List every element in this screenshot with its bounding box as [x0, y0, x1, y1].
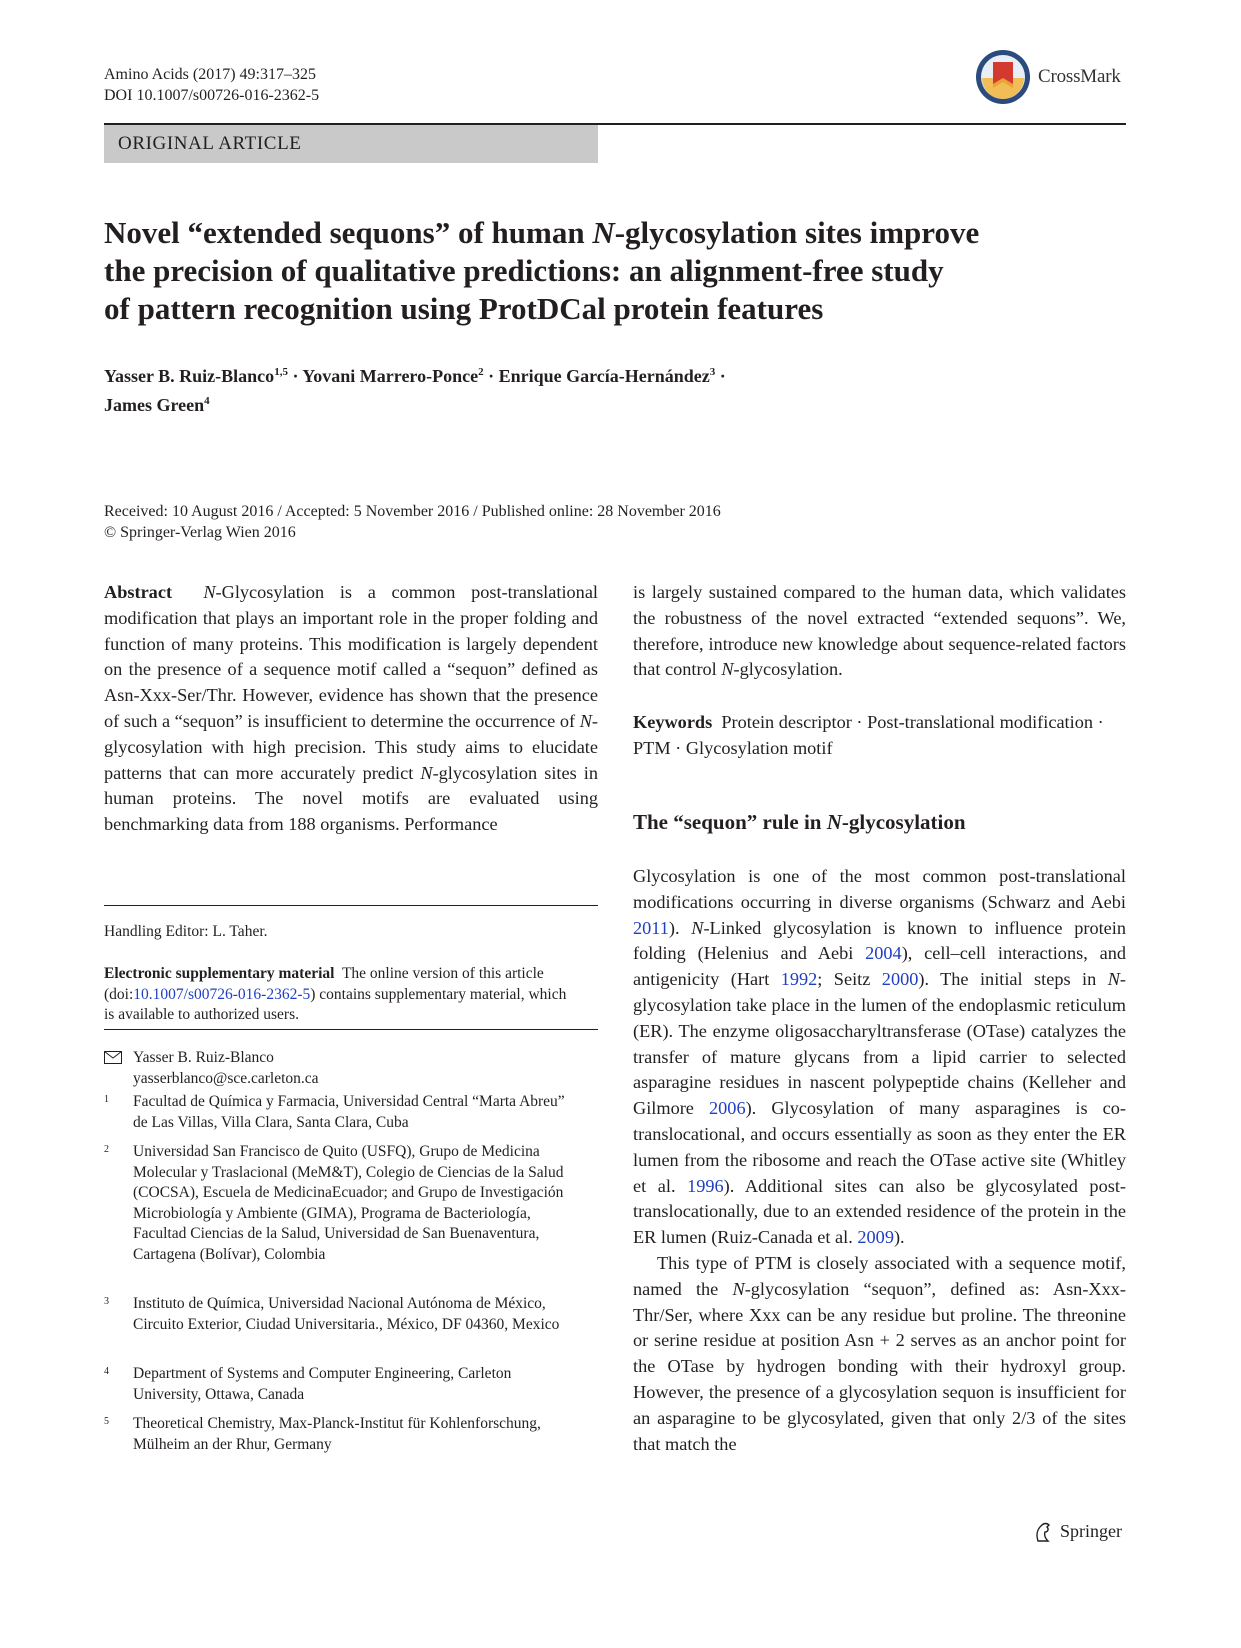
body-paragraph-1 [633, 864, 1126, 1251]
abstract-continued [633, 580, 1126, 683]
corresponding-author [104, 1048, 584, 1089]
keywords-text: Protein descriptor · Post-translational modification · PTM · Glycosylation motif [633, 712, 1104, 758]
abstract-label: Abstract [104, 582, 173, 602]
citation-link[interactable]: 2004 [865, 943, 902, 964]
article-type: ORIGINAL ARTICLE [118, 133, 302, 154]
abstract-italic-1: N [203, 582, 216, 602]
keywords [633, 710, 1126, 762]
corresponding-email[interactable]: yasserblanco@sce.carleton.ca [133, 1069, 319, 1087]
author-affiliation: 4 [204, 395, 210, 407]
citation-link[interactable]: 1996 [687, 1175, 724, 1196]
abstract-continued-text: is largely sustained compared to the human data, which validates the robustness of the novel extracted “extended sequons”. We, therefore, introduce new knowledge about sequence-related factors that control [633, 582, 1126, 680]
body-text: -glycosylation “sequon”, defined as: Asn-Xxx-Thr/Ser, where Xxx can be any residue but proline. The threonine or serine residue at position Asn + 2 serves as an anchor point for the OTase by hydrogen bonding with their hydroxyl group. However, the presence of a glycosylation sequon is insufficient for an asparagine to be glycosylated, given that only 2/3 of the sites that match the [633, 1278, 1126, 1454]
affiliation-text: Facultad de Química y Farmacia, Universidad Central “Marta Abreu” de Las Villas, Villa Clara, Santa Clara, Cuba [133, 1093, 565, 1131]
citation-link[interactable]: 2000 [881, 969, 919, 990]
section-heading-pre: The “sequon” rule in [633, 810, 827, 834]
abstract-continued-italic: N [721, 659, 734, 680]
body-paragraph-2 [633, 1251, 1126, 1457]
author-separator: · [715, 366, 726, 386]
body-text: ), cell–cell interactions, and antigenicity (Hart [633, 943, 1126, 990]
section-body [633, 864, 1126, 1457]
article-type-banner [104, 125, 598, 163]
journal-citation [104, 64, 319, 106]
affiliation-text: Department of Systems and Computer Engineering, Carleton University, Ottawa, Canada [133, 1365, 512, 1403]
esm-label: Electronic supplementary material [104, 965, 335, 982]
envelope-icon [104, 1051, 122, 1064]
supplementary-note [104, 964, 574, 1026]
affiliation-text: Theoretical Chemistry, Max-Planck-Institut für Kohlenforschung, Mülheim an der Rhur, Germany [133, 1415, 541, 1453]
author-affiliation: 2 [478, 366, 484, 378]
doi-link[interactable]: 10.1007/s00726-016-2362-5 [133, 985, 311, 1003]
body-text: ). Additional sites can also be glycosylated post-translocationally, due to an extended residence of the protein in the ER lumen (Ruiz-Canada et al. [633, 1175, 1126, 1248]
author-list [104, 360, 904, 418]
body-text: Glycosylation is one of the most common post-translational modifications occurring in diverse organisms (Schwarz and Aebi [633, 866, 1126, 912]
publisher-logo [1032, 1520, 1132, 1544]
footnote-rule [104, 905, 598, 906]
footnote-rule [104, 1029, 598, 1030]
body-text: -glycosylation take place in the lumen of the endoplasmic reticulum (ER). The enzyme oligosaccharyltransferase (OTase) catalyzes the transfer of mature glycans from a lipid carrier to selected asparagine residues in nascent polypeptide chains (Kelleher and Gilmore [633, 969, 1126, 1119]
abstract-text-2: -glycosylation with high precision. This study aims to elucidate patterns that can more accurately predict [104, 710, 598, 783]
body-text: -Linked glycosylation is known to influence protein folding (Helenius and Aebi [633, 917, 1126, 964]
abstract-continued-end: -glycosylation. [733, 659, 843, 680]
keywords-label: Keywords [633, 712, 713, 732]
body-text: ). [893, 1227, 905, 1248]
abstract-text-1: -Glycosylation is a common post-translational modification that plays an important role in the proper folding and function of many proteins. This modification is largely dependent on the presence of a sequence motif called a “sequon” defined as Asn-Xxx-Ser/Thr. However, evidence has shown that the presence of such a “sequon” is insufficient to determine the occurrence of [104, 582, 599, 731]
author-name[interactable]: Yasser B. Ruiz-Blanco [104, 366, 275, 386]
title-line1-post: -glycosylation sites improve [614, 215, 980, 250]
crossmark-label: CrossMark [1038, 66, 1121, 87]
body-text: This type of PTM is closely associated with a sequence motif, named the [633, 1252, 1126, 1299]
doi-line: DOI 10.1007/s00726-016-2362-5 [104, 87, 320, 104]
body-italic: N [732, 1278, 745, 1299]
publication-dates [104, 501, 721, 543]
affiliation-number: 5 [104, 1416, 109, 1427]
author-name[interactable]: Yovani Marrero-Ponce [302, 366, 479, 386]
crossmark-icon [974, 48, 1032, 106]
dates-line: Received: 10 August 2016 / Accepted: 5 November 2016 / Published online: 28 November 2016 [104, 503, 721, 520]
section-heading-italic: N [826, 810, 842, 834]
citation-link[interactable]: 2011 [633, 917, 669, 938]
crossmark-badge[interactable] [974, 48, 1126, 108]
article-title [104, 214, 1104, 328]
esm-text: ) contains supplementary material, which is available to authorized users. [104, 985, 567, 1023]
author-affiliation: 1,5 [274, 366, 288, 378]
title-line2: the precision of qualitative predictions: an alignment-free study [104, 253, 944, 288]
affiliation-text: Instituto de Química, Universidad Nacional Autónoma de México, Circuito Exterior, Ciudad Universitaria., México, DF 04360, Mexico [133, 1295, 560, 1333]
title-line1-italic: N [592, 215, 615, 250]
journal-line: Amino Acids (2017) 49:317–325 [104, 66, 316, 83]
author-separator: · [483, 366, 499, 386]
copyright-line: © Springer-Verlag Wien 2016 [104, 524, 296, 541]
affiliation-number: 3 [104, 1296, 109, 1307]
abstract-italic-3: N [420, 762, 433, 783]
body-italic: N [691, 917, 704, 938]
affiliation-number: 2 [104, 1144, 109, 1155]
handling-editor: Handling Editor: L. Taher. [104, 923, 268, 940]
springer-horse-icon [1032, 1521, 1054, 1543]
body-text: ). [668, 917, 692, 938]
affiliation-number: 4 [104, 1366, 109, 1377]
body-text: ). The initial steps in [918, 969, 1108, 990]
author-name[interactable]: James Green [104, 395, 205, 415]
abstract-text-3: -glycosylation sites in human proteins. The novel motifs are evaluated using benchmarking data from 188 organisms. Performance [104, 762, 598, 835]
author-name[interactable]: Enrique García-Hernández [498, 366, 710, 386]
affiliation-number: 1 [104, 1094, 109, 1105]
section-heading [633, 810, 966, 835]
citation-link[interactable]: 1992 [780, 969, 818, 990]
body-text: ). Glycosylation of many asparagines is co-translocational, and occurs essentially as soon as they enter the ER lumen from the ribosome and reach the OTase active site (Whitley et al. [633, 1098, 1126, 1196]
title-line3: of pattern recognition using ProtDCal protein features [104, 291, 824, 326]
body-text: ; Seitz [817, 969, 882, 990]
title-line1-pre: Novel “extended sequons” of human [104, 215, 593, 250]
publisher-name: Springer [1060, 1521, 1122, 1541]
corresponding-name: Yasser B. Ruiz-Blanco [133, 1049, 274, 1066]
author-affiliation: 3 [709, 366, 716, 378]
abstract [104, 580, 598, 838]
affiliation-text: Universidad San Francisco de Quito (USFQ), Grupo de Medicina Molecular y Traslacional (MeM&T), Colegio de Ciencias de la Salud (COCSA), Escuela de MedicinaEcuador; and Grupo de Investigación Microbiología y Ambiente (GIMA), Programa de Bacteriología, Facultad Ciencias de la Salud, Universidad de San Buenaventura, Cartagena (Bolívar), Colombia [133, 1143, 564, 1263]
abstract-italic-2: N [579, 710, 592, 731]
body-italic: N [1107, 969, 1120, 990]
citation-link[interactable]: 2009 [857, 1227, 894, 1248]
author-separator: · [287, 366, 303, 386]
section-heading-post: -glycosylation [841, 810, 966, 834]
esm-text: The online version of this article (doi: [104, 965, 544, 1003]
citation-link[interactable]: 2006 [709, 1098, 746, 1119]
